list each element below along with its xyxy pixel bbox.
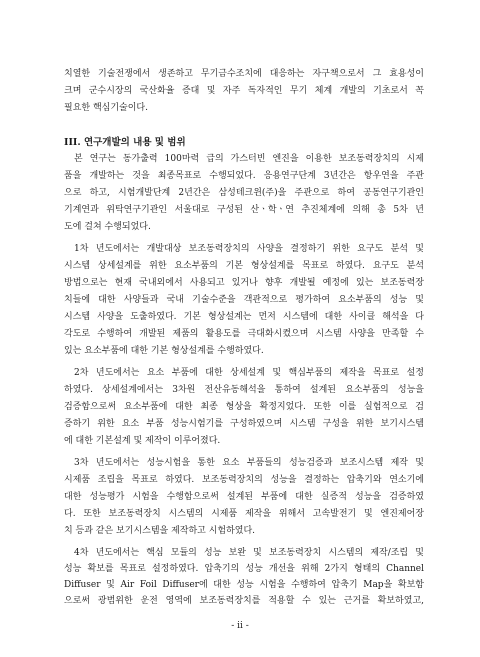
paragraph-line: 품을 개발하는 것을 최종목표로 수행되었다. 응용연구단계 3년간은 항우연을 주관 [64, 171, 424, 181]
paragraph-line: 증하기 위한 요소 부품 성능시험기를 구성하였으며 시스템 구성을 위한 보기시스템 [64, 419, 424, 429]
paragraph-line: 하였다. 상세설계에서는 3차원 전산유동해석을 통하여 설계된 요소부품의 성능을 [64, 385, 424, 395]
paragraph-line: 시스템 사양을 도출하였다. 기본 형상설계는 먼저 시스템에 대한 사이클 해석을 다 [64, 312, 424, 322]
paragraph-line: 본 연구는 동가출력 100마력 급의 가스터빈 엔진을 이용한 보조동력장치의 시제 [74, 154, 424, 164]
paragraph-line: 도에 걸쳐 수행되었다. [64, 222, 151, 232]
paragraph-line: 방법으로는 현재 국내외에서 사용되고 있거나 향후 개발될 예정에 있는 보조동력장 [64, 278, 424, 288]
paragraph-line: 으로 하고, 시험개발단계 2년간은 삼성테크윈(주)을 주관으로 하여 공동연구기관인 [64, 188, 424, 198]
paragraph-line: 시스템 상세설계를 위한 요소부품의 기본 형상설계를 목표로 하였다. 요구도 분석 [64, 261, 424, 271]
page-number: - ii - [231, 621, 249, 631]
paragraph-line: 4차 년도에서는 핵심 모듈의 성능 보완 및 보조동력장치 시스템의 제작/조립 및 [74, 548, 424, 558]
section-heading: III. 연구개발의 내용 및 범위 [64, 137, 186, 148]
paragraph-line: 3차 년도에서는 성능시험을 통한 요소 부품들의 성능검증과 보조시스템 제작 및 [74, 458, 424, 468]
intro-line: 치열한 기술전쟁에서 생존하고 무기금수조치에 대응하는 자구책으로서 그 효용성이 [64, 69, 424, 79]
paragraph-line: 1차 년도에서는 개발대상 보조동력장치의 사양을 결정하기 위한 요구도 분석 및 [74, 244, 424, 254]
intro-line: 크며 군수시장의 국산화율 증대 및 자주 독자적인 무기 체계 개발의 기초로서 꼭 [64, 86, 424, 96]
paragraph-line: 각도로 수행하여 개발된 제품의 활용도를 극대화시켰으며 시스템 사양을 만족할 수 [64, 329, 424, 339]
intro-line: 필요한 핵심기술이다. [64, 103, 148, 113]
paragraph-line: 검증함으로써 요소부품에 대한 최종 형상을 확정지었다. 또한 이를 실험적으로 검 [64, 402, 424, 412]
paragraph-line: Diffuser 및 Air Foil Diffuser에 대한 성능 시험을 수행하여 압축기 Map을 확보함 [64, 580, 424, 590]
paragraph-line: 치들에 대한 사양들과 국내 기술수준을 객관적으로 평가하여 요소부품의 성능 및 [64, 295, 424, 305]
paragraph-line: 으로써 광범위한 운전 영역에 보조동력장치를 적용할 수 있는 근거를 확보하였고, [64, 596, 424, 606]
paragraph-line: 성능 확보를 목표로 설정하였다. 압축기의 성능 개선을 위해 2가지 형태의 Channel [64, 564, 424, 574]
paragraph-line: 있는 요소부품에 대한 기본 형상설계를 수행하였다. [64, 346, 264, 356]
paragraph-line: 대한 성능평가 시험을 수행함으로써 설계된 부품에 대한 실증적 성능을 검증하였 [64, 492, 424, 502]
paragraph-line: 치 등과 같은 보기시스템을 제작하고 시험하였다. [64, 526, 256, 536]
paragraph-line: 에 대한 기본설계 및 제작이 이루어졌다. [64, 436, 221, 446]
paragraph-line: 시제품 조립을 목표로 하였다. 보조동력장치의 성능을 결정하는 압축기와 연소기에 [64, 475, 424, 485]
paragraph-line: 2차 년도에서는 요소 부품에 대한 상세설계 및 핵심부품의 제작을 목표로 설정 [74, 368, 424, 378]
paragraph-line: 기계연과 위탁연구기관인 서울대로 구성된 산ㆍ학ㆍ연 추진체계에 의해 총 5차 년 [64, 205, 424, 215]
paragraph-line: 다. 또한 보조동력장치 시스템의 시제품 제작을 위해서 고속발전기 및 엔진제어장 [64, 509, 424, 519]
